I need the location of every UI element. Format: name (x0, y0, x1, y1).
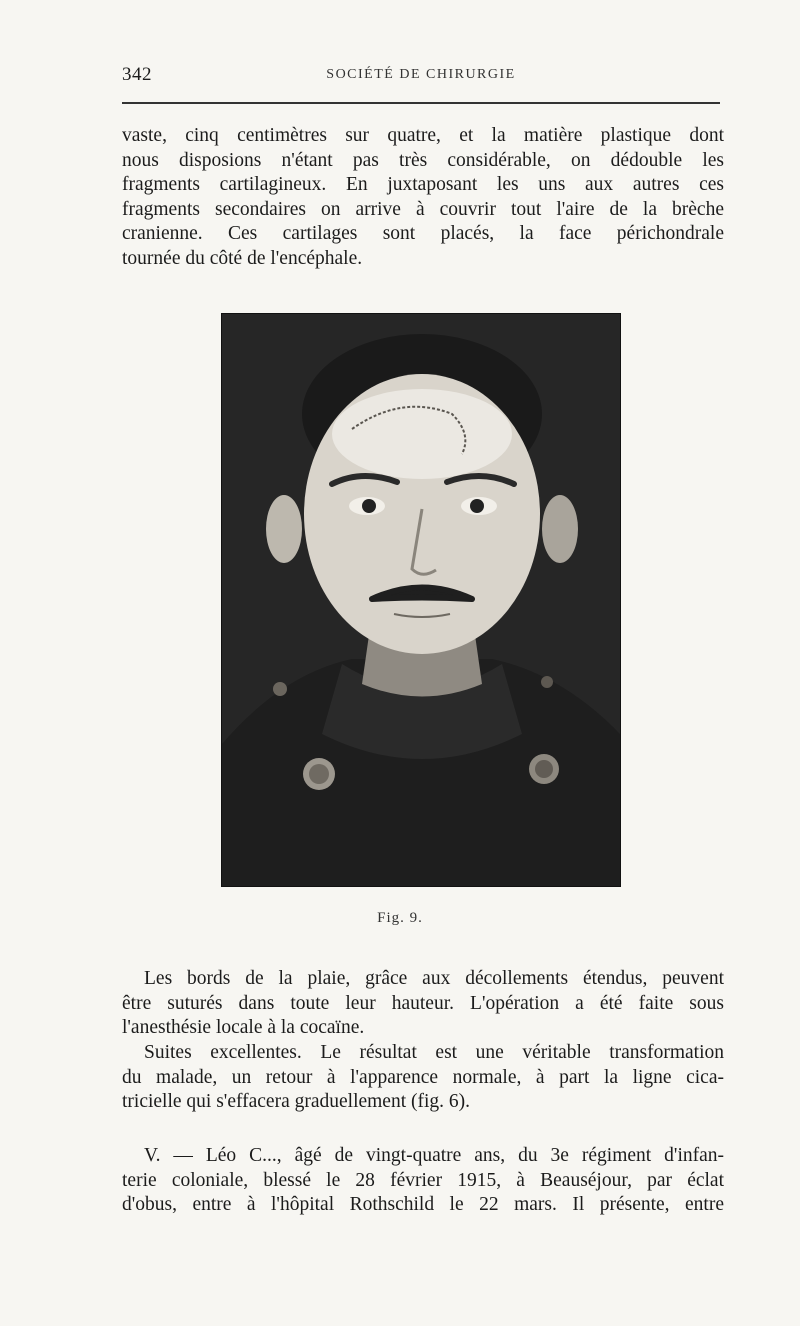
paragraph-1 (122, 124, 724, 272)
paragraph-4 (122, 1144, 724, 1218)
text-line: être suturés dans toute leur hauteur. L'opération a été faite sous (122, 992, 724, 1014)
text-line: nous disposions n'étant pas très considérable, on dédouble les (122, 149, 724, 171)
paragraph-3 (122, 1041, 724, 1115)
text-line: Suites excellentes. Le résultat est une véritable transformation (144, 1042, 724, 1063)
text-line: d'obus, entre à l'hôpital Rothschild le 22 mars. Il présente, entre (122, 1194, 724, 1216)
header-rule (122, 102, 720, 104)
text-line: vaste, cinq centimètres sur quatre, et la matière plastique dont (122, 125, 724, 146)
paragraph-2 (122, 967, 724, 1041)
text-line: tricielle qui s'effacera graduellement (fig. 6). (122, 1091, 471, 1113)
text-line: cranienne. Ces cartilages sont placés, la face périchondrale (122, 223, 724, 245)
text-line: V. — Léo C..., âgé de vingt-quatre ans, du 3e régiment d'infan- (144, 1145, 724, 1166)
text-line: du malade, un retour à l'apparence normale, à part la ligne cica- (122, 1066, 724, 1088)
text-line: terie coloniale, blessé le 28 février 1915, à Beauséjour, par éclat (122, 1169, 724, 1191)
text-line: Les bords de la plaie, grâce aux décollements étendus, peuvent (144, 968, 724, 989)
text-line: l'anesthésie locale à la cocaïne. (122, 1017, 365, 1039)
running-head: SOCIÉTÉ DE CHIRURGIE (326, 67, 516, 82)
portrait-photograph (221, 313, 621, 887)
page-number: 342 (122, 64, 152, 85)
text-line: fragments secondaires on arrive à couvrir tout l'aire de la brèche (122, 198, 724, 220)
text-line: tournée du côté de l'encéphale. (122, 247, 363, 269)
figure-caption: Fig. 9. (377, 910, 423, 926)
portrait-illustration (222, 314, 620, 886)
page-header (122, 64, 720, 90)
text-line: fragments cartilagineux. En juxtaposant les uns aux autres ces (122, 174, 724, 196)
